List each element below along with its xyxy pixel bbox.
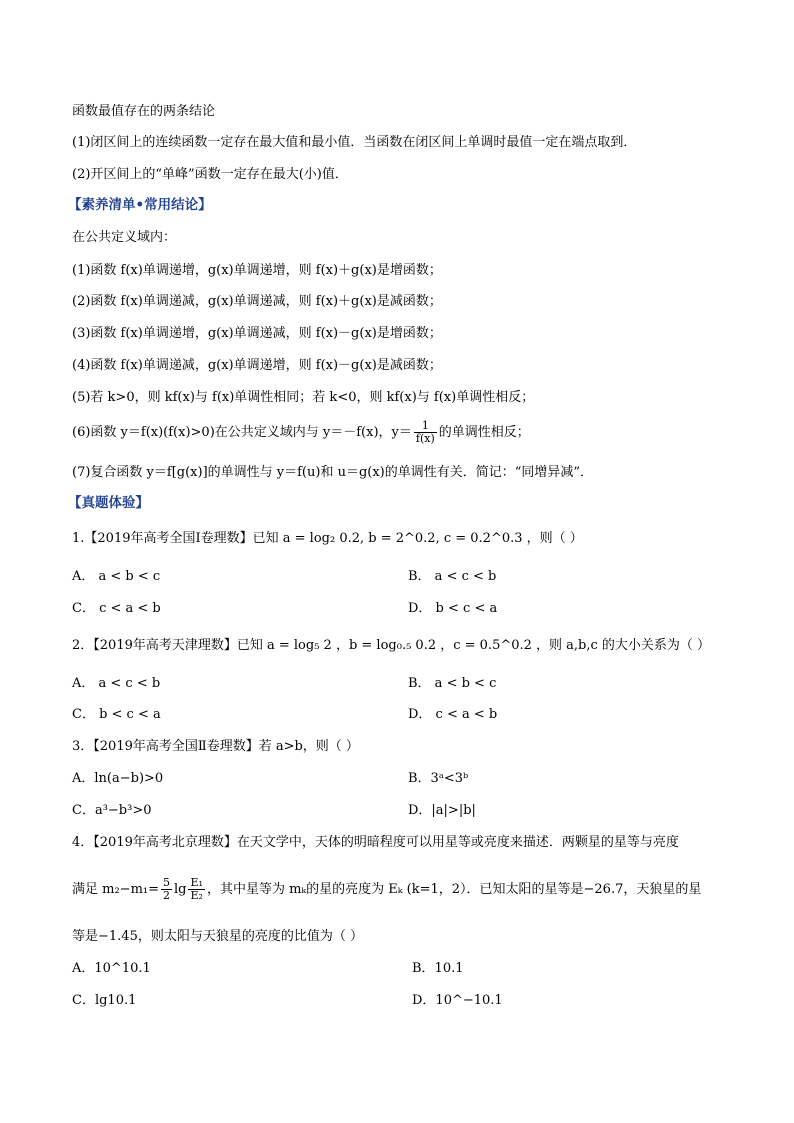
question-3-stem: 3．【2019年高考全国Ⅱ卷理数】若 a>b，则（ ） (72, 739, 359, 754)
fraction-denominator: E₂ (190, 889, 203, 902)
question-4-stem-line-2 (72, 877, 701, 902)
question-4-text-b: ，其中星等为 mₖ的星的亮度为 Eₖ (k=1，2）．已知太阳的星等是−26.7，天狼星的星 (206, 882, 702, 897)
question-2-option-a: A． a < c < b (72, 676, 161, 691)
question-1-option-a: A． a < b < c (72, 569, 161, 584)
question-3-option-a: A．ln(a−b)>0 (72, 771, 164, 786)
question-2-stem: 2．【2019年高考天津理数】已知 a = log₅ 2 ，b = log₀.₅ 0.2 ，c = 0.5^0.2 ，则 a,b,c 的大小关系为（ ） (72, 638, 711, 653)
list-item: (3)函数 f(x)单调递增，g(x)单调递减，则 f(x)－g(x)是增函数； (72, 326, 442, 341)
question-3-option-b: B．3ᵃ<3ᵇ (408, 771, 469, 786)
question-3-option-c: C．a³−b³>0 (72, 803, 152, 818)
question-4-stem-line-3: 等是−1.45，则太阳与天狼星的亮度的比值为（ ） (72, 929, 363, 944)
question-1-option-c: C． c < a < b (72, 601, 161, 616)
question-4-text-a: 满足 m₂−m₁= (72, 882, 159, 897)
list-item: (1)函数 f(x)单调递增，g(x)单调递增，则 f(x)＋g(x)是增函数； (72, 263, 442, 278)
question-1-stem: 1.【2019年高考全国Ⅰ卷理数】已知 a = log₂ 0.2, b = 2^0.2, c = 0.2^0.3 ，则（ ） (72, 531, 583, 546)
question-4-option-b: B．10.1 (412, 961, 464, 976)
section-lead: 在公共定义域内： (72, 230, 177, 245)
fraction-numerator: 1 (414, 420, 437, 433)
intro-title: 函数最值存在的两条结论 (72, 104, 216, 119)
item6-text-a: (6)函数 y＝f(x)(f(x)>0)在公共定义域内与 y＝－f(x)，y＝ (72, 425, 412, 440)
question-1-option-b: B． a < c < b (408, 569, 497, 584)
fraction-numerator: E₁ (190, 876, 203, 889)
list-item: (5)若 k>0，则 kf(x)与 f(x)单调性相同；若 k<0，则 kf(x)与 f(x)单调性相反； (72, 390, 535, 405)
question-4-stem-line-1: 4．【2019年高考北京理数】在天文学中，天体的明暗程度可以用星等或亮度来描述．两颗星的星等与亮度 (72, 835, 679, 850)
list-item: (4)函数 f(x)单调递减，g(x)单调递增，则 f(x)－g(x)是减函数； (72, 358, 442, 373)
fraction-five-halves (161, 877, 172, 902)
list-item: (2)函数 f(x)单调递减，g(x)单调递减，则 f(x)＋g(x)是减函数； (72, 294, 442, 309)
fraction-denominator: 2 (163, 889, 170, 902)
section-heading-conclusions: 【素养清单•常用结论】 (68, 197, 212, 213)
question-3-option-d: D．|a|>|b| (408, 803, 476, 818)
question-4-option-c: C．lg10.1 (72, 993, 137, 1008)
question-2-option-c: C． b < c < a (72, 707, 161, 722)
lg-symbol: lg (174, 882, 187, 897)
question-4-option-a: A．10^10.1 (72, 961, 151, 976)
intro-conclusion-1: (1)闭区间上的连续函数一定存在最大值和最小值．当函数在闭区间上单调时最值一定在端点取到． (72, 135, 637, 150)
fraction-denominator: f(x) (415, 432, 435, 445)
fraction-numerator: 5 (163, 876, 170, 889)
list-item-7: (7)复合函数 y＝f[g(x)]的单调性与 y＝f(u)和 u＝g(x)的单调性有关．简记：“同增异减”． (72, 465, 594, 480)
section-heading-exam: 【真题体验】 (68, 495, 149, 511)
reciprocal-fraction (414, 420, 437, 445)
question-4-option-d: D．10^−10.1 (412, 993, 503, 1008)
question-1-option-d: D． b < c < a (408, 601, 498, 616)
list-item-6 (72, 420, 530, 445)
fraction-e1-e2 (188, 877, 204, 902)
question-2-option-b: B． a < b < c (408, 676, 497, 691)
intro-conclusion-2: (2)开区间上的“单峰”函数一定存在最大(小)值． (72, 167, 348, 182)
item6-text-b: 的单调性相反； (438, 425, 530, 440)
question-2-option-d: D． c < a < b (408, 707, 498, 722)
